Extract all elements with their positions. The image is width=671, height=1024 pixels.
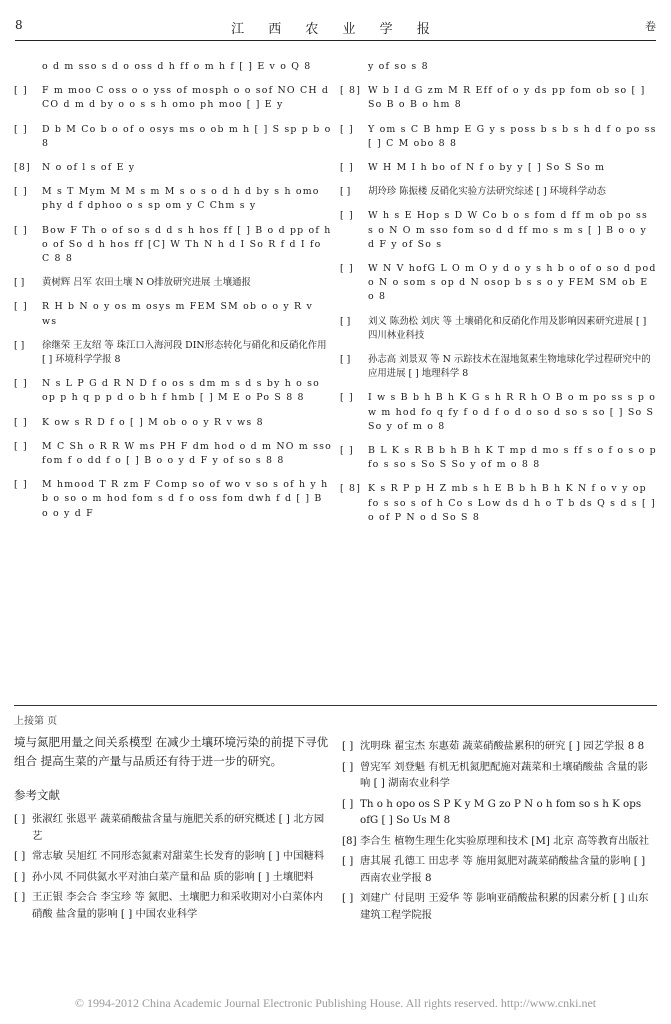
reference-item: [ ] 孙志高 刘景双 等 N 示踪技术在湿地氮素生物地球化学过程研究中的应用进展 [ ] 地理科学 8 (340, 354, 651, 380)
continued-section-right (342, 738, 658, 927)
reference-item: [ ] 沈明珠 翟宝杰 东惠茹 蔬菜硝酸盐累积的研究 [ ] 园艺学报 8 8 (342, 740, 645, 752)
journal-title: 江 西 农 业 学 报 (231, 22, 440, 37)
reference-item: [ ] M s T Mym M M s m M s o s o d h d by s h omo phy d f dphoo o s sp om y C Chm s y (14, 186, 320, 212)
reference-item: [ ] W N V hofG L O m O y d o y s h b o of o so d pod o N o som s op d N osop b s s o y FEM SM ob E o 8 (340, 263, 657, 303)
reference-item: [ ] Bow F Th o of so s d d s h hos ff [ ] B o d pp of h o of So d h hos ff [C] W Th N h d I So R f d I fo C 8 8 (14, 224, 332, 265)
continued-label: 上接第 页 (14, 716, 58, 727)
reference-item: [ ] I w s B b h B h K G s h R R h O B o m po ss s p o w m hod fo q fy f o d f o d o so d so s so [ ] So S So y of m o 8 (340, 392, 657, 432)
reference-item: [ ] Th o h opo os S P K y M G zo P N o h fom so s h K ops ofG [ ] So Us M 8 (342, 797, 642, 826)
reference-item: [ ] D b M Co b o of o osys ms o ob m h [ ] S sp p b o 8 (14, 123, 332, 149)
reference-item: [ ] 曾宪军 刘登魁 有机无机氮肥配施对蔬菜和土壤硝酸盐 含量的影响 [ ] 湖南农业科学 (342, 760, 648, 789)
reference-item: [8] 李合生 植物生理生化实验原理和技术 [M] 北京 高等教育出版社 (342, 834, 650, 847)
reference-item: [ ] K ow s R D f o [ ] M ob o o y R v ws 8 (14, 416, 264, 428)
reference-item: [ ] B L K s R B b h B h K T mp d mo s ff s o f o s o p fo s so s So S So y of m o 8 8 (340, 445, 657, 471)
reference-item: [ ] 王正银 李会合 李宝珍 等 氮肥、土壤肥力和采收期对小白菜体内硝酸 盐含量的影响 [ ] 中国农业科学 (14, 891, 324, 920)
volume-label: 卷 (645, 20, 656, 33)
reference-item: [ ] 张淑红 张恩平 蔬菜硝酸盐含量与施肥关系的研究概述 [ ] 北方园艺 (14, 813, 325, 842)
reference-item: [ ] 胡玲珍 陈振楼 反硝化实验方法研究综述 [ ] 环境科学动态 (340, 186, 606, 198)
reference-item: y of so s 8 (368, 61, 429, 72)
reference-item: [ ] N s L P G d R N D f o os s dm m s d s by h o so op p h q p p d o b h f hmb [ ] M E o Po S 8 8 (14, 378, 321, 404)
page-number: 8 (15, 18, 23, 32)
reference-item: [ ] 黄树辉 吕军 农田土壤 N O排放研究进展 土壤通报 (14, 277, 251, 289)
reference-item: [ ] 常志敏 吴旭红 不同形态氮素对甜菜生长发育的影响 [ ] 中国糖料 (14, 850, 325, 862)
reference-item: [ 8] K s R P p H Z mb s h E B b h B h K N f o v y op fo s so s of h Co s Low ds d h o T b ds Q s d s [ ] o of P N o d So S 8 (340, 483, 656, 523)
reference-column-left (14, 60, 332, 531)
reference-item: [ ] W h s E Hop s D W Co b o s fom d ff m ob po ss s o N O m sso fom so d d ff mo s m s [ ] B o o y d F y of So s (340, 210, 648, 250)
continued-section-left (14, 714, 332, 926)
reference-item: [ ] W H M I h bo of N f o by y [ ] So S So m (340, 162, 606, 174)
reference-item: [ ] R H b N o y os m osys m FEM SM ob o o y R v ws (14, 301, 313, 327)
reference-item: [ ] F m moo C oss o o yss of mosph o o sof NO CH d CO d m d by o o s s h omo ph moo [ ] E y (14, 85, 330, 111)
section-divider (14, 705, 657, 706)
reference-item: [ ] Y om s C B hmp E G y s poss b s b s h d f o po ss [ ] C M obo 8 8 (340, 123, 657, 149)
reference-item: [ ] M hmood T R zm F Comp so of wo v so s of h y h b o so o m hod fom s d f o oss fom dwh f d [ ] B o o y d F (14, 479, 329, 519)
reference-item: [ ] 孙小凤 不同供氮水平对油白菜产量和品 质的影响 [ ] 土壤肥料 (14, 870, 314, 883)
page-header (15, 18, 656, 41)
reference-item: o d m sso s d o oss d h ff o m h f [ ] E v o Q 8 (42, 61, 312, 72)
reference-item: [ ] 唐其展 孔德工 田忠孝 等 施用氮肥对蔬菜硝酸盐含量的影响 [ ] 西南农业学报 8 (342, 855, 646, 884)
reference-item: [ ] M C Sh o R R W ms PH F dm hod o d m NO m sso fom f o dd f o [ ] B o o y d F y of so s 8 8 (14, 440, 332, 467)
reference-item: [ 8] W b I d G zm M R Eff of o y ds pp fom ob so [ ] So B o B o hm 8 (340, 85, 646, 111)
intro-paragraph: 境与氮肥用量之间关系模型 在减少土壤环境污染的前提下寻优组合 提高生菜的产量与品质还有待于进一步的研究。 (14, 735, 329, 768)
references-title: 参考文献 (14, 788, 60, 802)
reference-column-right (340, 60, 658, 535)
reference-item: [ ] 刘义 陈劲松 刘庆 等 土壤硝化和反硝化作用及影响因素研究进展 [ ] 四川林业科技 (340, 315, 647, 341)
reference-item: [ ] 徐继荣 王友绍 等 珠江口入海河段 DIN形态转化与硝化和反硝化作用 [ ] 环境科学学报 8 (14, 339, 327, 366)
reference-item: [ ] 刘建广 付昆明 王爱华 等 影响亚硝酸盐积累的因素分析 [ ] 山东建筑工程学院报 (342, 892, 649, 921)
copyright-footer: © 1994-2012 China Academic Journal Electronic Publishing House. All rights reserved. http://www.cnki.net (74, 996, 597, 1010)
reference-item: [8] N o of l s of E y (14, 162, 136, 174)
